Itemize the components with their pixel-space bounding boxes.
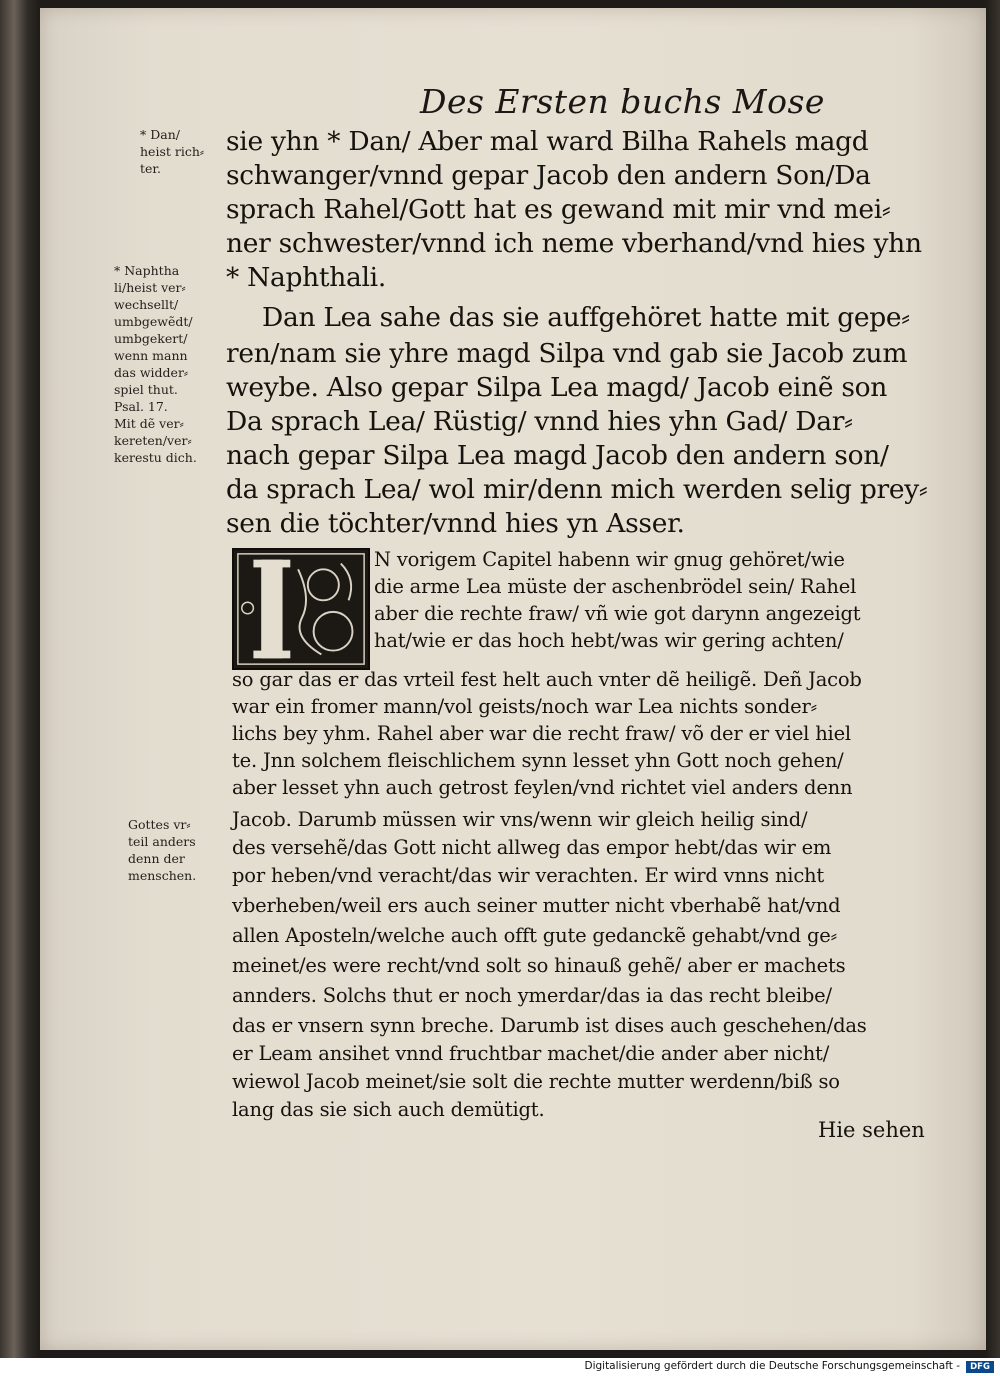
decorated-initial-icon <box>232 548 370 670</box>
main-text-line: schwanger/vnnd gepar Jacob den andern Son/Da <box>226 160 871 191</box>
gloss-line: hat/wie er das hoch hebt/was wir gering achten/ <box>374 629 844 652</box>
main-text-line: ren/nam sie yhre magd Silpa vnd gab sie Jacob zum <box>226 338 908 369</box>
margin-note-dan: * Dan/ heist rich⸗ ter. <box>140 127 205 176</box>
main-text-line: sen die töchter/vnnd hies yn Asser. <box>226 508 685 539</box>
footer-credit: Digitalisierung gefördert durch die Deutsche Forschungsgemeinschaft - <box>584 1360 960 1372</box>
gloss-line: wiewol Jacob meinet/sie solt die rechte mutter werdenn/biß so <box>232 1070 840 1093</box>
running-head: Des Ersten buchs Mose <box>420 82 825 121</box>
gloss-line: te. Jnn solchem fleischlichem synn lesset yhn Gott noch gehen/ <box>232 749 844 772</box>
main-text-line: Da sprach Lea/ Rüstig/ vnnd hies yhn Gad/ Dar⸗ <box>226 406 853 437</box>
gloss-line: Jacob. Darumb müssen wir vns/wenn wir gleich heilig sind/ <box>232 808 808 831</box>
gloss-line: meinet/es were recht/vnd solt so hinauß gehẽ/ aber er machets <box>232 954 846 977</box>
gloss-line: war ein fromer mann/vol geists/noch war Lea nichts sonder⸗ <box>232 695 817 718</box>
gloss-line: annders. Solchs thut er noch ymerdar/das ia das recht bleibe/ <box>232 984 832 1007</box>
gloss-line: allen Aposteln/welche auch offt gute gedanckẽ gehabt/vnd ge⸗ <box>232 924 837 947</box>
gloss-line: er Leam ansihet vnnd fruchtbar machet/die ander aber nicht/ <box>232 1042 830 1065</box>
main-text-line: weybe. Also gepar Silpa Lea magd/ Jacob einẽ son <box>226 372 888 403</box>
gloss-line: des versehẽ/das Gott nicht allweg das empor hebt/das wir em <box>232 836 832 859</box>
main-text-line: da sprach Lea/ wol mir/denn mich werden selig prey⸗ <box>226 474 928 505</box>
gloss-line: aber lesset yhn auch getrost feylen/vnd richtet viel anders denn <box>232 776 853 799</box>
main-text-line: sprach Rahel/Gott hat es gewand mit mir vnd mei⸗ <box>226 194 891 225</box>
gloss-line: aber die rechte fraw/ vñ wie got darynn angezeigt <box>374 602 861 625</box>
gloss-line: lang das sie sich auch demütigt. <box>232 1098 545 1121</box>
gloss-line: das er vnsern synn breche. Darumb ist dises auch geschehen/das <box>232 1014 867 1037</box>
gloss-line: vberheben/weil ers auch seiner mutter nicht vberhabẽ hat/vnd <box>232 894 841 917</box>
gloss-line: por heben/vnd veracht/das wir verachten. Er wird vnns nicht <box>232 864 825 887</box>
dfg-logo-icon: DFG <box>966 1361 994 1373</box>
main-text-line: Dan Lea sahe das sie auffgehöret hatte mit gepe⸗ <box>262 302 910 333</box>
catchword: Hie sehen <box>818 1118 925 1142</box>
margin-note-gottes-urteil: Gottes vr⸗ teil anders denn der menschen. <box>128 817 197 883</box>
main-text-line: * Naphthali. <box>226 262 386 293</box>
gloss-line: so gar das er das vrteil fest helt auch vnter dẽ heiligẽ. Deñ Jacob <box>232 668 862 691</box>
main-text-line: ner schwester/vnnd ich neme vberhand/vnd hies yhn <box>226 228 922 259</box>
gloss-line: N vorigem Capitel habenn wir gnug gehöret/wie <box>374 548 845 571</box>
gloss-line: lichs bey yhm. Rahel aber war die recht fraw/ võ der er viel hiel <box>232 722 851 745</box>
footer-bar <box>0 1358 1000 1376</box>
gloss-line: die arme Lea müste der aschenbrödel sein/ Rahel <box>374 575 857 598</box>
margin-note-naphthali: * Naphtha li/heist ver⸗ wechsellt/ umbgewẽdt/ umbgekert/ wenn mann das widder⸗ spiel thut. Psal. 17. Mit dẽ ver⸗ kereten/ver⸗ kerestu dich. <box>114 263 197 465</box>
main-text-line: sie yhn * Dan/ Aber mal ward Bilha Rahels magd <box>226 126 869 157</box>
main-text-line: nach gepar Silpa Lea magd Jacob den andern son/ <box>226 440 889 471</box>
